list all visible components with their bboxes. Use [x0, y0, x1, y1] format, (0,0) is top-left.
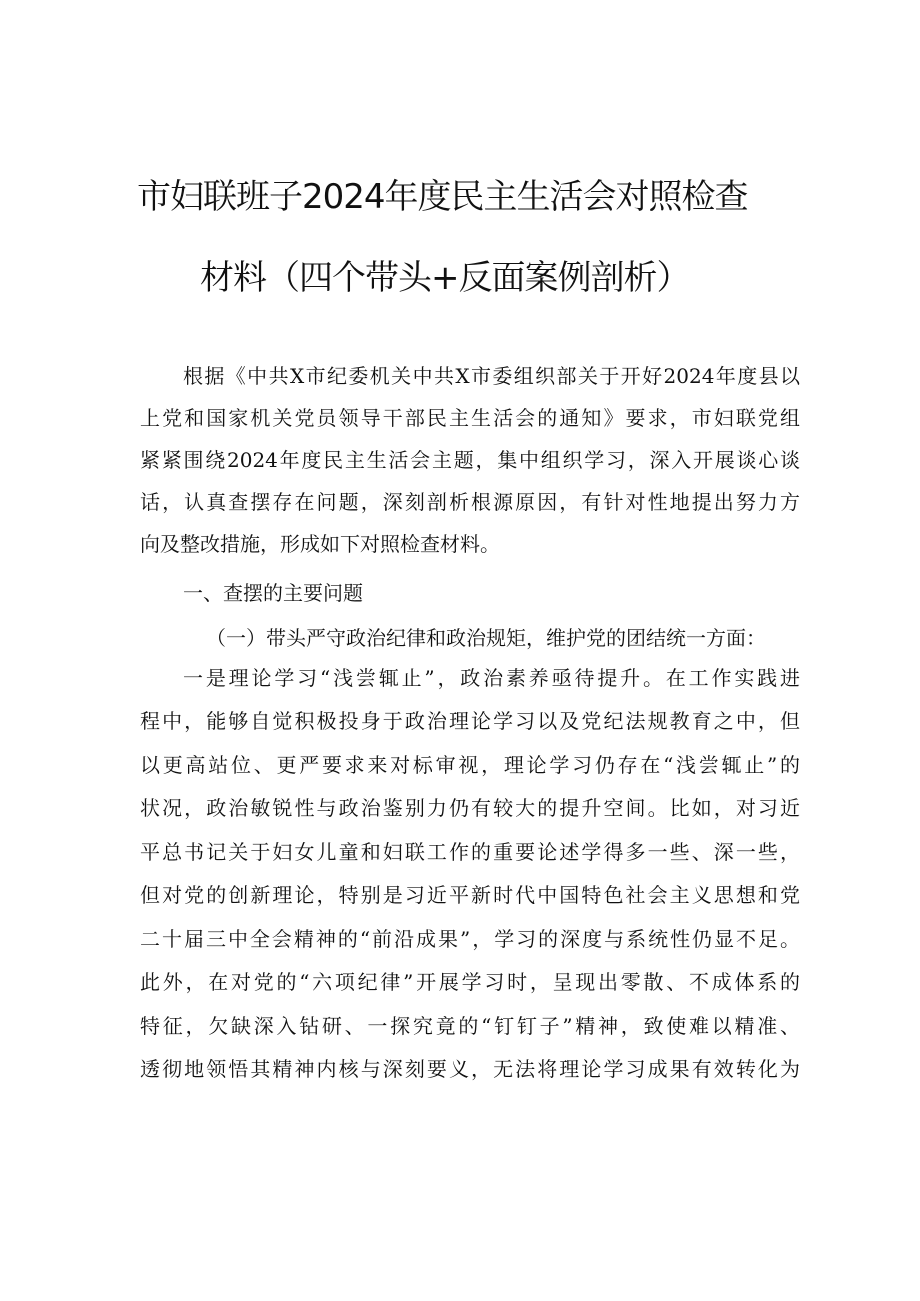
section-heading: 一、查摆的主要问题 [183, 581, 363, 605]
document-title-line-1: 市妇联班子2024年度民主生活会对照检查 [137, 177, 748, 217]
intro-paragraph-line: 话，认真查摆存在问题，深刻剖析根源原因，有针对性地提出努力方 [140, 490, 800, 514]
body-paragraph-line: 以更高站位、更严要求来对标审视，理论学习仍存在“浅尝辄止”的 [140, 753, 800, 777]
body-paragraph-line: 一是理论学习“浅尝辄止”，政治素养亟待提升。在工作实践进 [183, 666, 800, 690]
intro-paragraph-line: 上党和国家机关党员领导干部民主生活会的通知》要求，市妇联党组 [140, 406, 800, 430]
body-paragraph-line: 程中，能够自觉积极投身于政治理论学习以及党纪法规教育之中，但 [140, 709, 800, 733]
document-title-line-2: 材料（四个带头+反面案例剖析） [200, 258, 690, 298]
body-paragraph-line: 状况，政治敏锐性与政治鉴别力仍有较大的提升空间。比如，对习近 [140, 796, 800, 820]
body-paragraph-line: 但对党的创新理论，特别是习近平新时代中国特色社会主义思想和党 [140, 883, 800, 907]
intro-paragraph-line: 向及整改措施，形成如下对照检查材料。 [140, 532, 500, 556]
body-paragraph-line: 二十届三中全会精神的“前沿成果”，学习的深度与系统性仍显不足。 [140, 927, 800, 951]
intro-paragraph-line: 紧紧围绕2024年度民主生活会主题，集中组织学习，深入开展谈心谈 [140, 448, 800, 472]
subsection-heading: （一）带头严守政治纪律和政治规矩，维护党的团结统一方面： [206, 626, 766, 650]
body-paragraph-line: 平总书记关于妇女儿童和妇联工作的重要论述学得多一些、深一些， [140, 840, 800, 864]
intro-paragraph-line: 根据《中共X市纪委机关中共X市委组织部关于开好2024年度县以 [183, 364, 800, 388]
body-paragraph-line: 透彻地领悟其精神内核与深刻要义，无法将理论学习成果有效转化为 [140, 1057, 800, 1081]
body-paragraph-line: 特征，欠缺深入钻研、一探究竟的“钉钉子”精神，致使难以精准、 [140, 1014, 800, 1038]
body-paragraph-line: 此外，在对党的“六项纪律”开展学习时，呈现出零散、不成体系的 [140, 970, 800, 994]
